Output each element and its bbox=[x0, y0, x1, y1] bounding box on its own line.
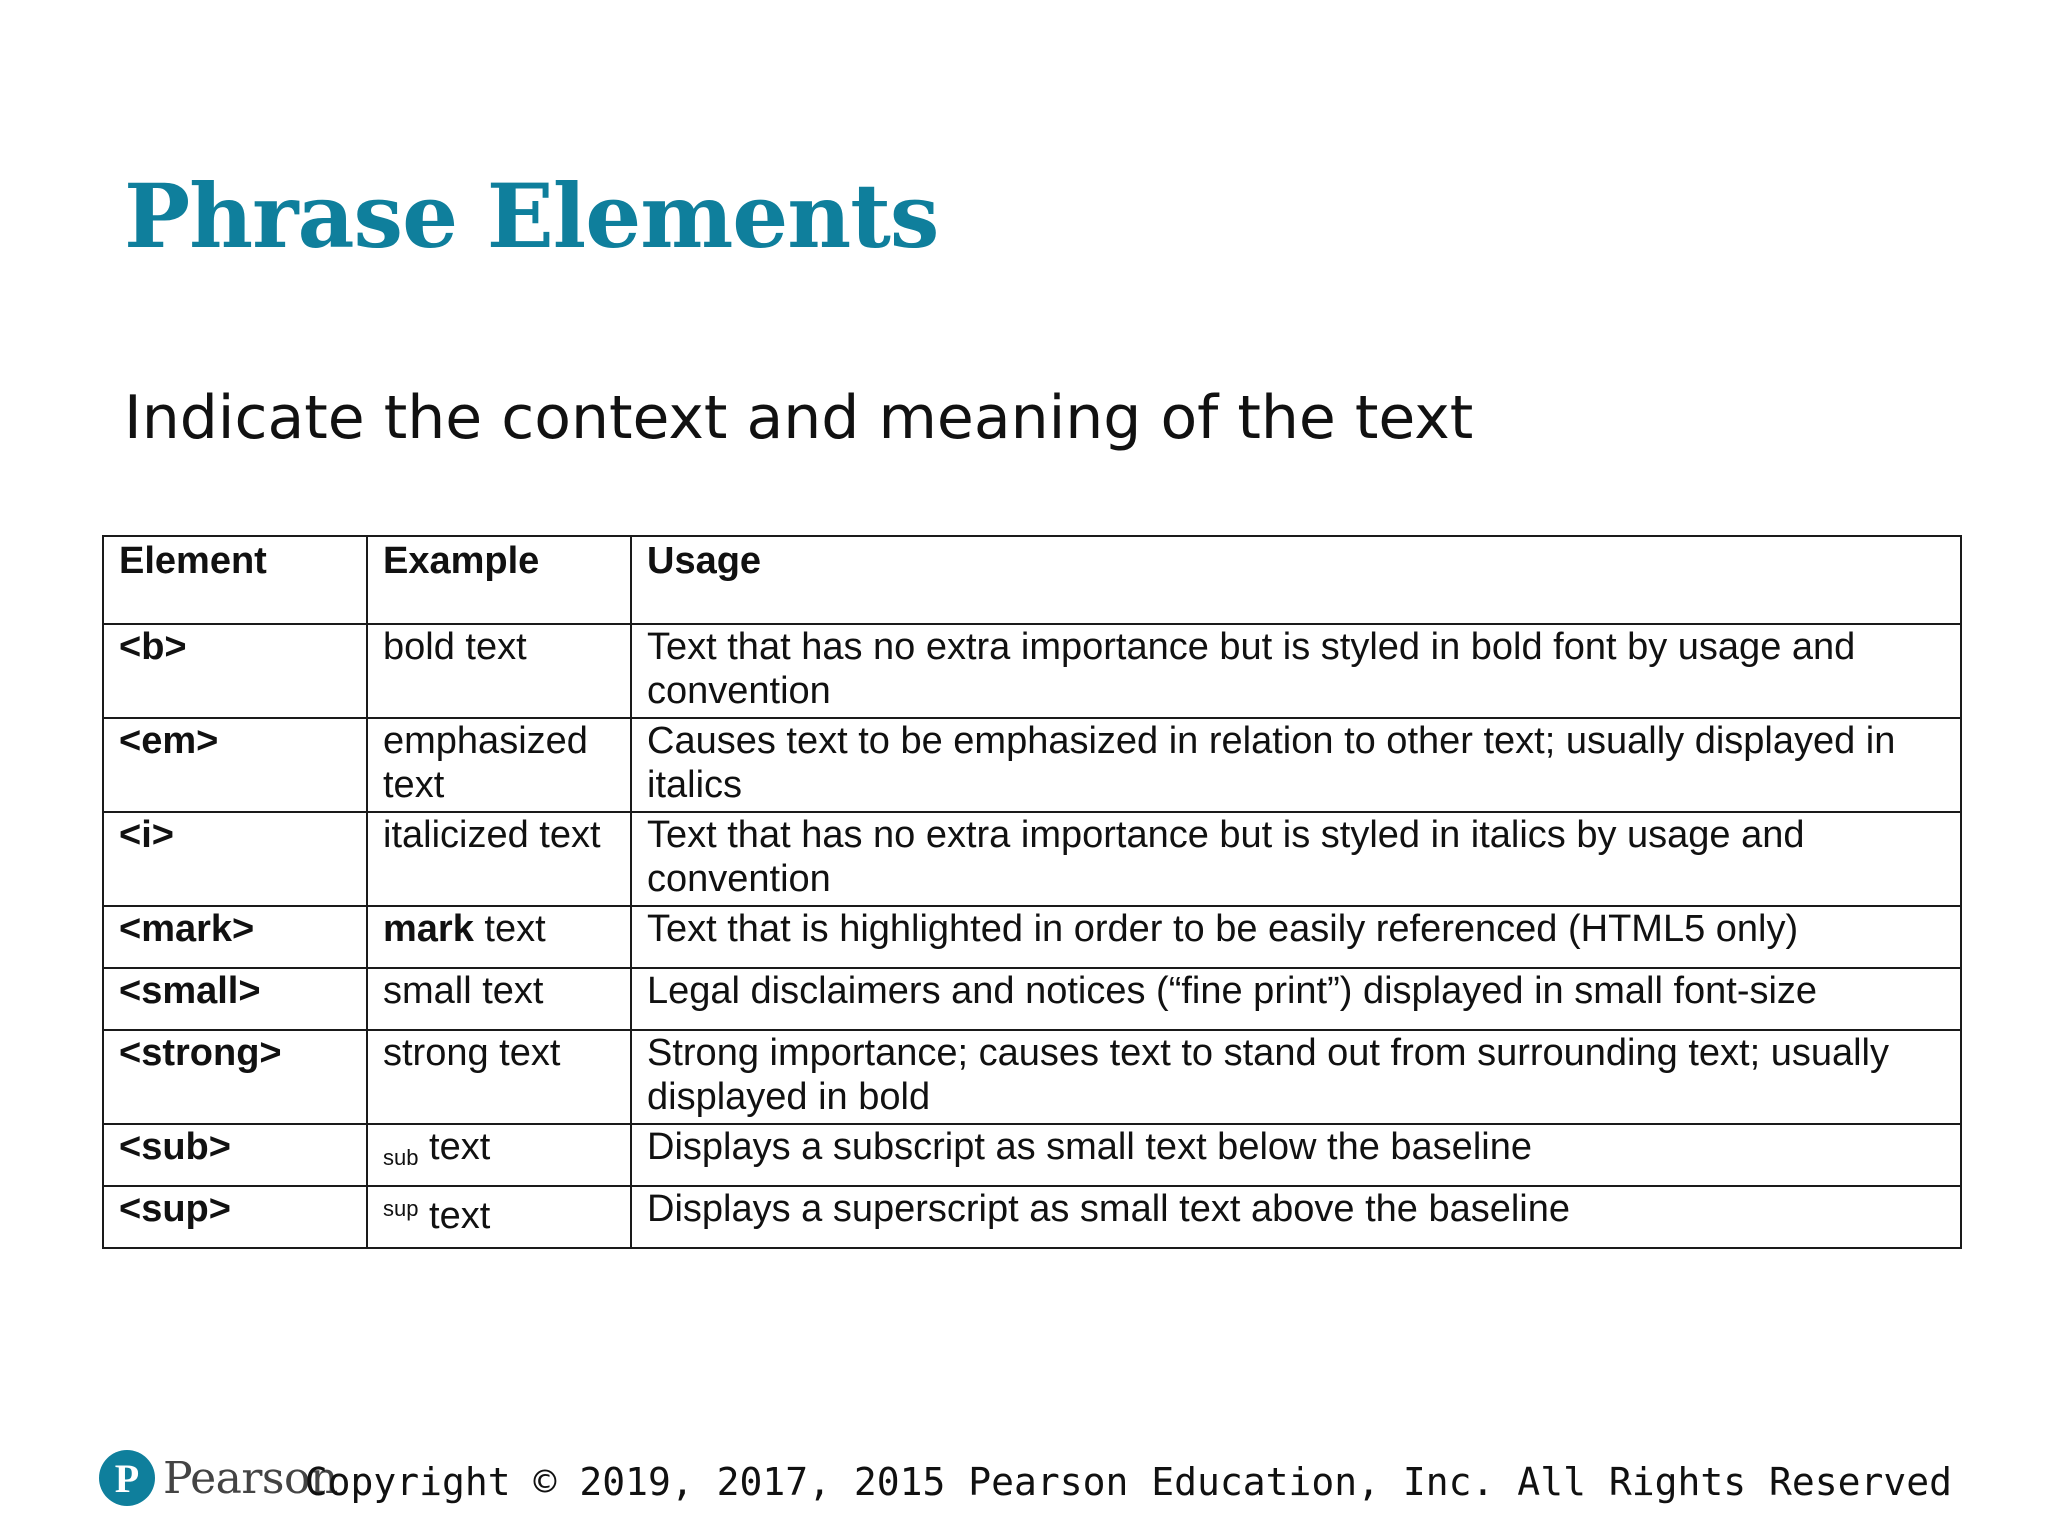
pearson-p-letter: P bbox=[114, 1456, 140, 1501]
usage-cell: Text that is highlighted in order to be easily referenced (HTML5 only) bbox=[631, 906, 1961, 968]
header-example: Example bbox=[367, 536, 631, 624]
pearson-logo-icon bbox=[99, 1450, 155, 1506]
table-row bbox=[103, 624, 1961, 718]
header-element: Element bbox=[103, 536, 367, 624]
example-cell bbox=[367, 1186, 631, 1248]
pearson-wordmark: Pearson bbox=[163, 1452, 338, 1504]
slide-title: Phrase Elements bbox=[124, 164, 939, 268]
pearson-logo bbox=[99, 1450, 338, 1506]
example-mark-word: mark bbox=[383, 908, 474, 950]
header-usage: Usage bbox=[631, 536, 1961, 624]
example-sup-rest: text bbox=[418, 1195, 491, 1237]
table-header-row bbox=[103, 536, 1961, 624]
element-cell: <b> bbox=[103, 624, 367, 718]
usage-cell: Causes text to be emphasized in relation to other text; usually displayed in italics bbox=[631, 718, 1961, 812]
element-cell: <i> bbox=[103, 812, 367, 906]
table-row bbox=[103, 1030, 1961, 1124]
slide-subtitle: Indicate the context and meaning of the text bbox=[124, 383, 1474, 453]
example-cell: small text bbox=[367, 968, 631, 1030]
element-cell: <mark> bbox=[103, 906, 367, 968]
copyright-notice: Copyright © 2019, 2017, 2015 Pearson Education, Inc. All Rights Reserved bbox=[304, 1460, 1952, 1504]
example-cell bbox=[367, 906, 631, 968]
table-row bbox=[103, 1186, 1961, 1248]
example-sup-word: sup bbox=[383, 1196, 419, 1221]
table-row bbox=[103, 968, 1961, 1030]
usage-cell: Strong importance; causes text to stand out from surrounding text; usually displayed in bold bbox=[631, 1030, 1961, 1124]
example-cell bbox=[367, 1124, 631, 1186]
element-cell: <small> bbox=[103, 968, 367, 1030]
usage-cell: Text that has no extra importance but is styled in italics by usage and convention bbox=[631, 812, 1961, 906]
table-row bbox=[103, 812, 1961, 906]
example-cell: emphasized text bbox=[367, 718, 631, 812]
example-mark-rest: text bbox=[473, 908, 546, 950]
usage-cell: Text that has no extra importance but is styled in bold font by usage and convention bbox=[631, 624, 1961, 718]
element-cell: <em> bbox=[103, 718, 367, 812]
usage-cell: Displays a superscript as small text above the baseline bbox=[631, 1186, 1961, 1248]
example-cell: bold text bbox=[367, 624, 631, 718]
element-cell: <sup> bbox=[103, 1186, 367, 1248]
element-cell: <sub> bbox=[103, 1124, 367, 1186]
usage-cell: Displays a subscript as small text below the baseline bbox=[631, 1124, 1961, 1186]
example-cell: strong text bbox=[367, 1030, 631, 1124]
pearson-p-glyph bbox=[99, 1450, 155, 1506]
element-cell: <strong> bbox=[103, 1030, 367, 1124]
table-row bbox=[103, 906, 1961, 968]
table-row bbox=[103, 718, 1961, 812]
table-row bbox=[103, 1124, 1961, 1186]
phrase-elements-table bbox=[102, 535, 1962, 1249]
usage-cell: Legal disclaimers and notices (“fine print”) displayed in small font-size bbox=[631, 968, 1961, 1030]
example-sub-rest: text bbox=[418, 1126, 491, 1168]
example-sub-word: sub bbox=[383, 1145, 419, 1170]
example-cell: italicized text bbox=[367, 812, 631, 906]
